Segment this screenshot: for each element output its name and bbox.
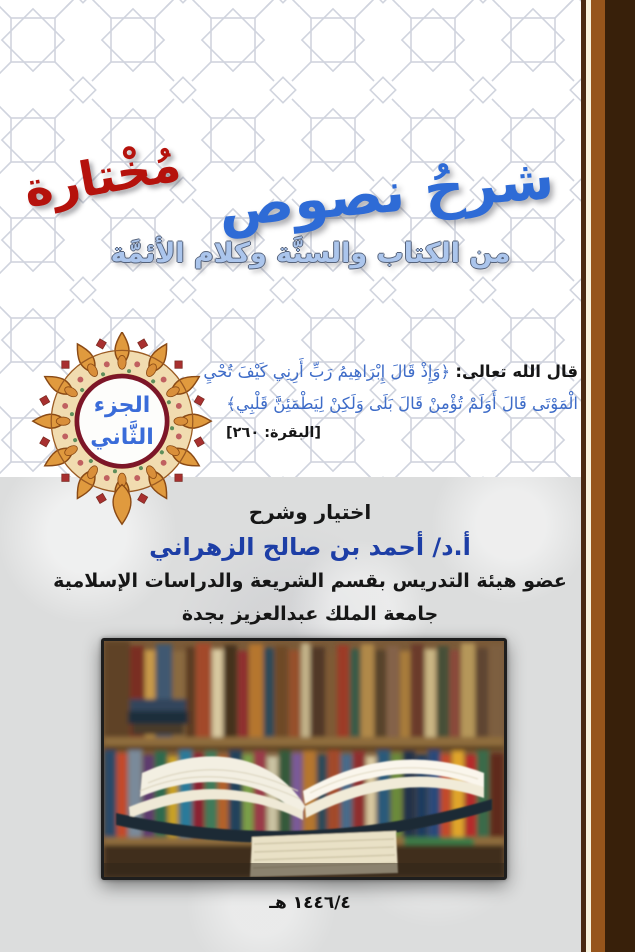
subtitle-text: من الكتاب والسنَّة وكلام الأئمَّة: [110, 238, 511, 269]
quran-verse-block: [200, 356, 578, 441]
part-badge: [30, 338, 214, 506]
title-main-text: شرحُ نصوص: [216, 145, 557, 241]
verse-text-1: ﴿وَإِذْ قَالَ إِبْرَاهِيمُ رَبِّ أَرِنِي كَيْفَ تُحْيِ: [203, 362, 451, 381]
title-accent-text: مُخْتارة: [19, 135, 186, 219]
author-affiliation-2: جامعة الملك عبدالعزيز بجدة: [181, 603, 439, 625]
library-books-photo: [101, 638, 507, 880]
part-badge-line1: الجزء: [93, 393, 151, 418]
binding-stripe-dark-brown: [605, 0, 635, 952]
verse-line-2: الْمَوْتَى قَالَ أَوَلَمْ تُؤْمِنْ قَالَ بَلَى وَلَكِنْ لِيَطْمَئِنَّ قَلْبِي﴾: [226, 394, 578, 413]
author-name: أ.د/ أحمد بن صالح الزهراني: [149, 533, 471, 561]
verse-intro: قال الله تعالى:: [455, 362, 578, 381]
verse-reference: [البقرة: ٢٦٠]: [226, 425, 322, 441]
author-affiliation-1: عضو هيئة التدريس بقسم الشريعة والدراسات الإسلامية: [53, 570, 567, 592]
part-badge-line2: الثَّاني: [90, 425, 154, 450]
author-block: [0, 500, 620, 625]
binding-stripe-medium-brown: [591, 0, 605, 952]
author-role: اختيار وشرح: [248, 500, 372, 524]
hijri-date: ١٤٤٦/٤ هـ: [269, 893, 351, 913]
verse-line-1: [200, 356, 578, 388]
